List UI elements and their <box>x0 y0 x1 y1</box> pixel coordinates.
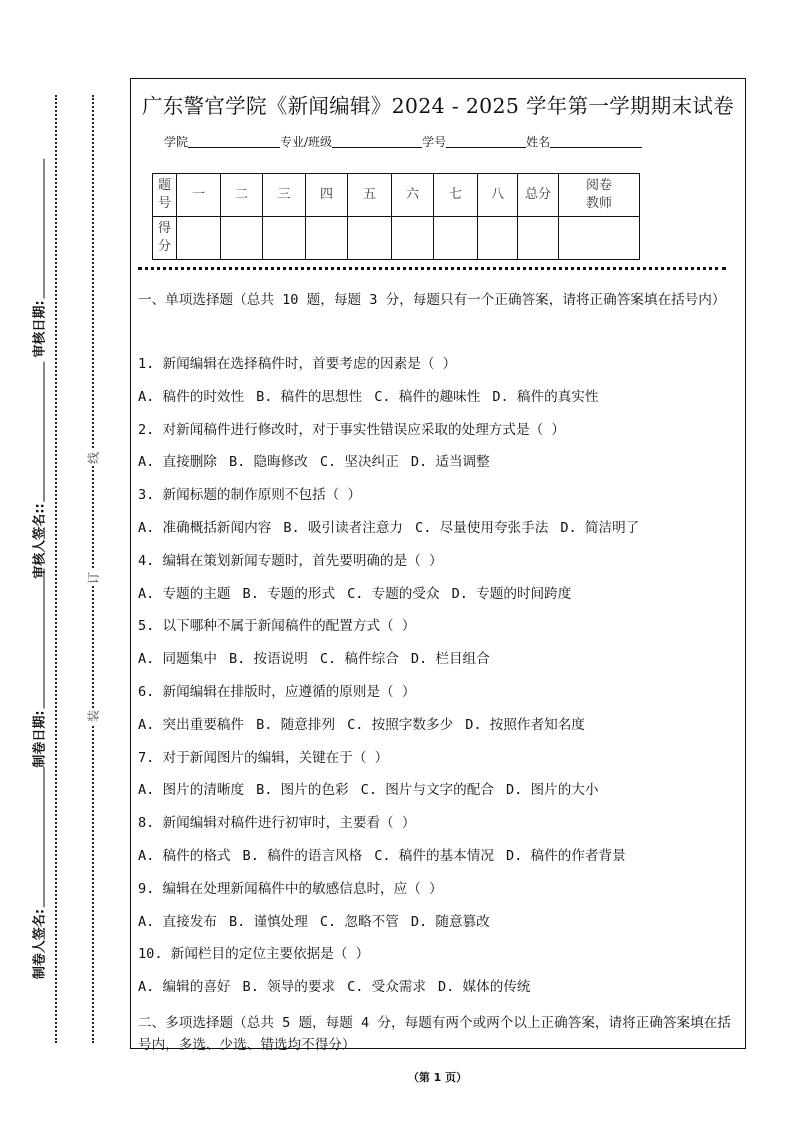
option-b[interactable]: B. 专题的形式 <box>242 585 336 602</box>
make-date-label: 制卷日期: <box>32 710 48 768</box>
score-table-header-row <box>153 174 640 217</box>
exam-title: 广东警官学院《新闻编辑》2024 - 2025 学年第一学期期末试卷 <box>141 94 735 118</box>
score-cell[interactable] <box>518 217 559 260</box>
question-stem: 7. 对于新闻图片的编辑，关键在于（ ） <box>138 749 389 766</box>
review-date-field <box>29 158 48 357</box>
option-c[interactable]: C. 稿件的趣味性 <box>374 388 481 405</box>
option-d[interactable]: D. 栏目组合 <box>410 651 490 668</box>
score-table-score-row <box>153 217 640 260</box>
header-cell: 五 <box>348 174 392 217</box>
question-stem: 6. 新闻编辑在排版时，应遵循的原则是（ ） <box>138 683 416 700</box>
option-d[interactable]: D. 适当调整 <box>410 454 490 471</box>
option-b[interactable]: B. 隐晦修改 <box>228 454 308 471</box>
section-2-heading: 二、多项选择题（总共 5 题，每题 4 分，每题有两个或两个以上正确答案，请将正确答案填在括号内，多选、少选、错选均不得分） <box>138 1014 731 1053</box>
question-options <box>138 977 743 1010</box>
option-d[interactable]: D. 稿件的作者背景 <box>505 847 626 864</box>
question-options <box>138 780 743 813</box>
header-cell: 六 <box>392 174 434 217</box>
reviewer-sign-field <box>29 361 48 578</box>
binding-line-outer <box>55 95 57 1043</box>
make-date-field <box>29 568 48 767</box>
score-cell[interactable] <box>221 217 263 260</box>
question-stem: 5. 以下哪种不属于新闻稿件的配置方式（ ） <box>138 618 416 635</box>
option-d[interactable]: D. 稿件的真实性 <box>492 388 599 405</box>
score-cell[interactable] <box>392 217 434 260</box>
score-cell[interactable] <box>434 217 478 260</box>
student-info-row <box>164 133 642 150</box>
college-label: 学院 <box>164 135 189 149</box>
bind-mark-line: 线 <box>86 451 101 465</box>
score-cell[interactable] <box>348 217 392 260</box>
maker-sign-label: 制卷人签名: <box>32 908 48 980</box>
exam-content <box>138 289 743 1056</box>
student-id-blank[interactable] <box>446 147 526 148</box>
maker-sign-field <box>29 767 48 979</box>
option-c[interactable]: C. 图片与文字的配合 <box>360 782 494 799</box>
name-blank[interactable] <box>550 147 642 148</box>
option-b[interactable]: B. 随意排列 <box>256 716 336 733</box>
option-a[interactable]: A. 同题集中 <box>138 651 217 668</box>
page-number: （第 1 页） <box>407 1071 468 1084</box>
option-c[interactable]: C. 专题的受众 <box>347 585 440 602</box>
option-a[interactable]: A. 稿件的格式 <box>138 847 231 864</box>
question-stem: 4. 编辑在策划新闻专题时，首先要明确的是（ ） <box>138 552 443 569</box>
review-date-label: 审核日期: <box>32 300 48 358</box>
option-c[interactable]: C. 受众需求 <box>347 979 426 996</box>
header-cell: 总分 <box>518 174 559 217</box>
option-d[interactable]: D. 媒体的传统 <box>438 979 531 996</box>
option-d[interactable]: D. 图片的大小 <box>505 782 599 799</box>
option-b[interactable]: B. 谨慎处理 <box>228 913 308 930</box>
option-a[interactable]: A. 直接删除 <box>138 454 217 471</box>
score-cell[interactable] <box>177 217 221 260</box>
question-options <box>138 518 743 551</box>
option-b[interactable]: B. 稿件的语言风格 <box>242 847 363 864</box>
score-cell[interactable] <box>263 217 306 260</box>
question-options <box>138 846 743 879</box>
major-blank[interactable] <box>332 147 422 148</box>
section-1-heading: 一、单项选择题（总共 10 题，每题 3 分，每题只有一个正确答案，请将正确答案填在括号内） <box>138 292 726 308</box>
question-stem: 10. 新闻栏目的定位主要依据是（ ） <box>138 946 370 963</box>
score-table <box>152 173 640 260</box>
option-a[interactable]: A. 直接发布 <box>138 913 217 930</box>
college-blank[interactable] <box>188 147 280 148</box>
name-label: 姓名 <box>526 135 551 149</box>
option-a[interactable]: A. 准确概括新闻内容 <box>138 519 272 536</box>
option-a[interactable]: A. 图片的清晰度 <box>138 782 245 799</box>
question-options <box>138 715 743 748</box>
question-stem: 3. 新闻标题的制作原则不包括（ ） <box>138 487 362 504</box>
question-options <box>138 452 743 485</box>
header-cell: 四 <box>306 174 348 217</box>
exam-page-frame <box>130 78 746 1053</box>
option-a[interactable]: A. 突出重要稿件 <box>138 716 245 733</box>
score-row-label: 得分 <box>153 217 177 260</box>
score-cell[interactable] <box>559 217 640 260</box>
question-options <box>138 584 743 617</box>
reviewer-sign-blank[interactable] <box>44 361 45 501</box>
bind-mark-bind: 装 <box>86 709 101 723</box>
option-c[interactable]: C. 按照字数多少 <box>347 716 454 733</box>
option-b[interactable]: B. 稿件的思想性 <box>256 388 363 405</box>
header-cell: 一 <box>177 174 221 217</box>
reviewer-sign-label: 审核人签名:: <box>32 503 48 579</box>
question-stem: 9. 编辑在处理新闻稿件中的敏感信息时，应（ ） <box>138 880 443 897</box>
maker-sign-blank[interactable] <box>44 767 45 907</box>
option-b[interactable]: B. 吸引读者注意力 <box>283 519 404 536</box>
option-c[interactable]: C. 尽量使用夸张手法 <box>415 519 549 536</box>
option-b[interactable]: B. 按语说明 <box>228 651 308 668</box>
option-a[interactable]: A. 专题的主题 <box>138 585 231 602</box>
header-cell: 八 <box>478 174 518 217</box>
section-divider <box>138 267 726 270</box>
bind-mark-staple: 订 <box>86 571 101 585</box>
header-cell: 二 <box>221 174 263 217</box>
header-cell: 七 <box>434 174 478 217</box>
option-c[interactable]: C. 稿件综合 <box>319 651 399 668</box>
question-options <box>138 649 743 682</box>
header-label-cell: 题号 <box>153 174 177 217</box>
make-date-blank[interactable] <box>44 568 45 708</box>
question-options <box>138 912 743 945</box>
question-stem: 8. 新闻编辑对稿件进行初审时，主要看（ ） <box>138 815 416 832</box>
review-date-blank[interactable] <box>44 158 45 298</box>
option-c[interactable]: C. 坚决纠正 <box>319 454 399 471</box>
major-label: 专业/班级 <box>280 135 333 149</box>
option-d[interactable]: D. 简洁明了 <box>560 519 640 536</box>
score-cell[interactable] <box>478 217 518 260</box>
option-a[interactable]: A. 编辑的喜好 <box>138 979 231 996</box>
option-d[interactable]: D. 按照作者知名度 <box>465 716 585 733</box>
option-d[interactable]: D. 随意篡改 <box>410 913 490 930</box>
header-cell: 阅卷教师 <box>559 174 640 217</box>
option-a[interactable]: A. 稿件的时效性 <box>138 388 245 405</box>
question-stem: 2. 对新闻稿件进行修改时，对于事实性错误应采取的处理方式是（ ） <box>138 421 565 438</box>
option-c[interactable]: C. 忽略不管 <box>319 913 399 930</box>
option-b[interactable]: B. 领导的要求 <box>242 979 336 996</box>
option-b[interactable]: B. 图片的色彩 <box>256 782 349 799</box>
header-cell: 三 <box>263 174 306 217</box>
option-c[interactable]: C. 稿件的基本情况 <box>374 847 494 864</box>
score-cell[interactable] <box>306 217 348 260</box>
question-stem: 1. 新闻编辑在选择稿件时，首要考虑的因素是（ ） <box>138 356 457 372</box>
option-d[interactable]: D. 专题的时间跨度 <box>451 585 572 602</box>
question-options <box>138 387 743 420</box>
student-id-label: 学号 <box>422 135 447 149</box>
